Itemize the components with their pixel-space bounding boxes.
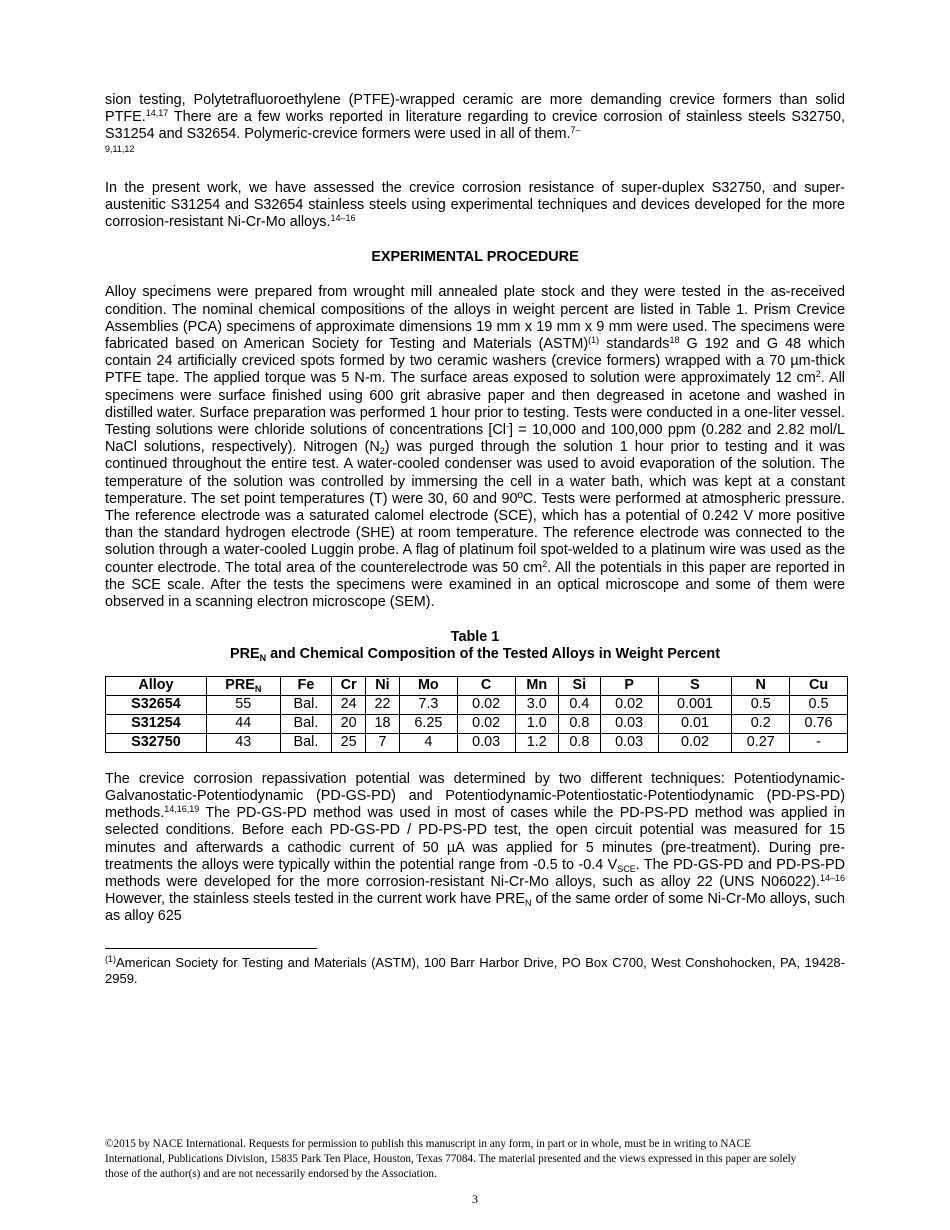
table-cell: 0.8 [558,714,600,733]
table-cell: - [790,733,848,752]
table-cell: S32750 [106,733,207,752]
table-cell: S32654 [106,695,207,714]
column-header: N [732,676,790,695]
table-cell: Bal. [280,733,331,752]
table-cell: 1.0 [515,714,558,733]
table-cell: 20 [332,714,366,733]
column-header: C [457,676,515,695]
table-cell: 0.01 [658,714,732,733]
table-row [106,695,848,714]
table-cell: 44 [206,714,280,733]
footnote-divider [105,948,317,949]
table-cell: 43 [206,733,280,752]
column-header: Mo [399,676,457,695]
page-body [105,90,845,987]
table-caption: $PRE_N$ and Chemical Composition of the Tested Alloys in Weight Percent [230,646,720,664]
page-number: 3 [472,1192,478,1206]
column-header: Cu [790,676,848,695]
citation: 14–16 [330,213,356,224]
column-header: Si [558,676,600,695]
paragraph-crevice-formers: sion testing, Polytetrafluoroethylene (PTFE)-wrapped ceramic are more demanding crevice formers than solid PTFE.$^{14,17}$ There are a few works reported in literature regarding to crevice corrosion of stainless steels S32750, S31254 and S32654. Polymeric-crevice formers were used in all of them.$^{7-}$ 9,11,12 [105,92,845,154]
citation-continued: 9,11,12 [105,143,135,154]
table-cell: 0.8 [558,733,600,752]
table-cell: 7 [366,733,400,752]
table-cell: 0.02 [457,714,515,733]
table-label: Table 1 [450,629,500,646]
citation: 18 [669,335,680,346]
table-cell: 0.03 [457,733,515,752]
column-header: P [600,676,658,695]
table-cell: 0.03 [600,714,658,733]
table-header-row [106,676,848,695]
table-cell: 0.5 [732,695,790,714]
table-cell: 3.0 [515,695,558,714]
citation: 14,16,19 [164,804,200,815]
column-header: Ni [366,676,400,695]
table-cell: Bal. [280,714,331,733]
table-cell: 22 [366,695,400,714]
citation: 7– [570,125,581,136]
column-header: S [658,676,732,695]
table-cell: 18 [366,714,400,733]
section-heading: EXPERIMENTAL PROCEDURE [371,249,579,266]
table-cell: 55 [206,695,280,714]
table-cell: 0.02 [658,733,732,752]
column-header: $PRE_N$ [206,676,280,695]
citation: 14–16 [819,872,845,883]
composition-table [105,676,848,753]
paragraph-procedure: Alloy specimens were prepared from wrought mill annealed plate stock and they were tested in the as-received condition. The nominal chemical compositions of the alloys in weight percent are listed in Table 1. Prism Crevice Assemblies (PCA) specimens of approximate dimensions 19 mm x 19 mm x 9 mm were used. The specimens were fabricated based on American Society for Testing and Materials (ASTM)$^{(1)}$ standards$^{18}$ G 192 and G 48 which contain 24 artificially creviced spots formed by two ceramic washers (crevice formers) wrapped with a 70 µm-thick PTFE tape. The applied torque was 5 N-m. The surface areas exposed to solution were approximately 12 $cm^2$. All specimens were surface finished using 600 grit abrasive paper and then degreased in acetone and washed in distilled water. Surface preparation was performed 1 hour prior to testing. Tests were conducted in a one-liter vessel. Testing solutions were chloride solutions of concentrations [Cl-] = 10,000 and 100,000 ppm (0.282 and 2.82 mol/L NaCl solutions, respectively). Nitrogen $(N_2)$ was purged through the solution 1 hour prior to testing and it was continued throughout the entire test. A water-cooled condenser was used to avoid evaporation of the solution. The temperature of the solution was controlled by immersing the cell in a water bath, which was kept at a constant temperature. The set point temperatures (T) were 30, 60 and 90ºC. Tests were performed at atmospheric pressure. The reference electrode was a saturated calomel electrode (SCE), which has a potential of 0.242 V more positive than the standard hydrogen electrode (SHE) at room temperature. The reference electrode was connected to the solution through a water-cooled Luggin probe. A flag of platinum foil spot-welded to a platinum wire was used as the counter electrode. The total area of the counterelectrode was 50 $cm^2$. All the potentials in this paper are reported in the SCE scale. After the tests the specimens were examined in an optical microscope and some of them were observed in a scanning electron microscope (SEM). [105,284,845,611]
table-cell: 7.3 [399,695,457,714]
table-cell: 0.02 [600,695,658,714]
column-header: Mn [515,676,558,695]
column-header: Cr [332,676,366,695]
table-cell: 25 [332,733,366,752]
copyright-notice: ©2015 by NACE International. Requests for permission to publish this manuscript in any form, in part or in whole, must be in writing to NACE International, Publications Division, 15835 Park Ten Place, Houston, Texas 77084. The material presented and the views expressed in this paper are solely those of the author(s) and are not necessarily endorsed by the Association. [105,1138,797,1180]
column-header: Fe [280,676,331,695]
table-cell: 0.03 [600,733,658,752]
table-cell: 24 [332,695,366,714]
table-cell: 6.25 [399,714,457,733]
footnote: $^{(1)}$American Society for Testing and Materials (ASTM), 100 Barr Harbor Drive, PO Box C700, West Conshohocken, PA, 19428-2959. [105,953,845,986]
table-cell: 0.76 [790,714,848,733]
table-cell: 4 [399,733,457,752]
table-cell: 0.02 [457,695,515,714]
table-cell: 0.001 [658,695,732,714]
paragraph-repassivation: The crevice corrosion repassivation potential was determined by two different techniques: Potentiodynamic-Galvanostatic-Potentiodynamic (PD-GS-PD) and Potentiodynamic-Potentiostatic-Potentiodynamic (PD-PS-PD) methods.$^{14,16,19}$ The PD-GS-PD method was used in most of cases while the PD-PS-PD method was applied in selected conditions. Before each PD-GS-PD / PD-PS-PD test, the open circuit potential was measured for 15 minutes and afterwards a cathodic current of 50 µA was applied for 5 minutes (pre-treatment). During pre-treatments the alloys were typically within the potential range from -0.5 to -0.4 $V_{SCE}$. The PD-GS-PD and PD-PS-PD methods were developed for the more corrosion-resistant Ni-Cr-Mo alloys, such as alloy 22 (UNS N06022).$^{14-16}$ However, the stainless steels tested in the current work have $PRE_N$ of the same order of some Ni-Cr-Mo alloys, such as alloy 625 [105,770,845,925]
table-cell: 1.2 [515,733,558,752]
column-header: Alloy [106,676,207,695]
table-cell: S31254 [106,714,207,733]
table-row [106,733,848,752]
table-cell: Bal. [280,695,331,714]
citation: 14,17 [145,108,169,119]
paragraph-present-work: In the present work, we have assessed the crevice corrosion resistance of super-duplex S32750, and super-austenitic S31254 and S32654 stainless steels using experimental techniques and devices developed for the more corrosion-resistant Ni-Cr-Mo alloys.$^{14-16}$ [105,179,845,231]
table-cell: 0.5 [790,695,848,714]
table-cell: 0.2 [732,714,790,733]
table-cell: 0.27 [732,733,790,752]
table-row [106,714,848,733]
table-cell: 0.4 [558,695,600,714]
